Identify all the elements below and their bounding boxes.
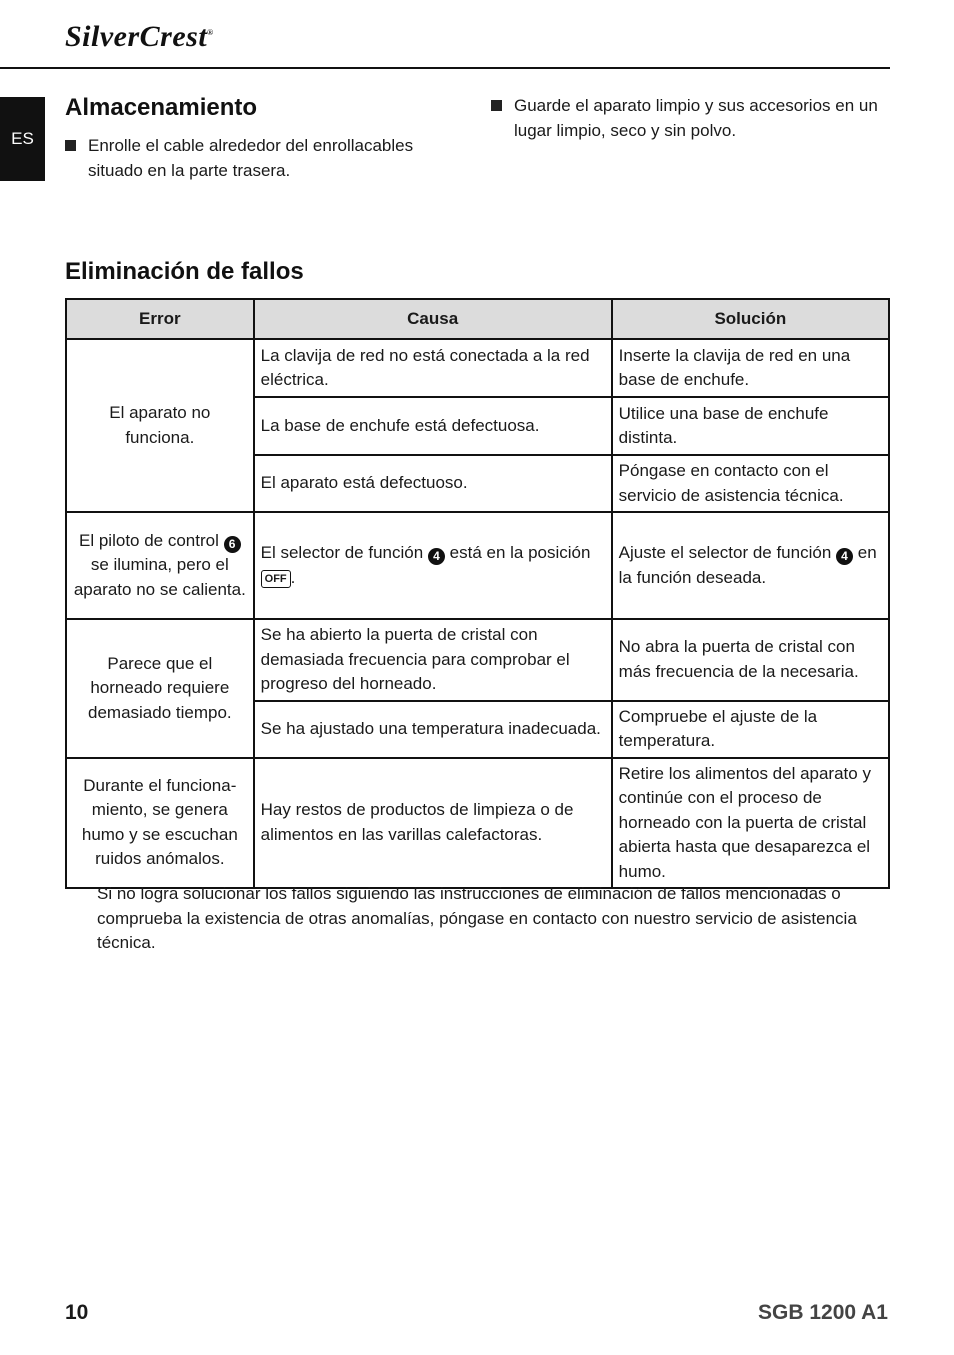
solution-cell: Inserte la clavija de red en una base de enchufe. <box>612 339 889 397</box>
ref-number-4-icon: 4 <box>836 548 853 565</box>
solution-text: en la función deseada. <box>618 543 877 587</box>
section-title-troubleshooting: Eliminación de fallos <box>65 258 304 285</box>
cause-cell: Se ha ajustado una temperatura inadecuada. <box>254 701 612 758</box>
ref-number-4-icon: 4 <box>428 548 445 565</box>
table-row <box>66 512 889 619</box>
error-cell: Durante el funciona-miento, se genera humo y se escuchan ruidos anómalos. <box>66 758 254 889</box>
ref-number-6-icon: 6 <box>224 536 241 553</box>
column-header-solution: Solución <box>612 299 889 339</box>
model-number: SGB 1200 A1 <box>758 1301 888 1324</box>
bullet-square-icon <box>491 100 502 111</box>
registered-mark: ® <box>207 28 214 37</box>
language-tab: ES <box>0 97 45 181</box>
cause-cell: Se ha abierto la puerta de cristal con demasiada frecuencia para comprobar el progreso del horneado. <box>254 619 612 701</box>
solution-cell <box>612 512 889 619</box>
solution-cell: Utilice una base de enchufe distinta. <box>612 397 889 455</box>
storage-bullet <box>65 133 445 183</box>
cause-cell: El aparato está defectuoso. <box>254 455 612 512</box>
bullet-text: Enrolle el cable alrededor del enrollacables situado en la parte trasera. <box>88 136 414 180</box>
solution-cell: Retire los alimentos del aparato y continúe con el proceso de horneado con la puerta de cristal abierta hasta que desaparezca el humo. <box>612 758 889 889</box>
cause-text: El selector de función <box>260 543 424 562</box>
cause-cell: Hay restos de productos de limpieza o de alimentos en las varillas calefactoras. <box>254 758 612 889</box>
cause-cell: La clavija de red no está conectada a la red eléctrica. <box>254 339 612 397</box>
troubleshooting-table <box>65 298 890 889</box>
column-header-error: Error <box>66 299 254 339</box>
solution-cell: Compruebe el ajuste de la temperatura. <box>612 701 889 758</box>
bullet-square-icon <box>65 140 76 151</box>
cause-text: . <box>290 567 296 587</box>
error-cell: Parece que el horneado requiere demasiado tiempo. <box>66 619 254 758</box>
page-number: 10 <box>65 1301 89 1324</box>
section-title-storage: Almacenamiento <box>65 94 258 121</box>
bullet-text: Guarde el aparato limpio y sus accesorios en un lugar limpio, seco y sin polvo. <box>514 96 878 140</box>
troubleshooting-footnote: Si no logra solucionar los fallos siguiendo las instrucciones de eliminación de fallos mencionadas o comprueba la existencia de otras anomalías, póngase en contacto con nuestro servicio de asistencia técnica. <box>97 884 857 952</box>
storage-bullet <box>491 93 891 143</box>
solution-cell: Póngase en contacto con el servicio de asistencia técnica. <box>612 455 889 512</box>
header-rule <box>0 67 890 69</box>
solution-text: Ajuste el selector de función <box>618 543 832 562</box>
error-text: se ilumina, pero el aparato no se calienta. <box>73 555 246 599</box>
cause-cell: La base de enchufe está defectuosa. <box>254 397 612 455</box>
table-row <box>66 339 889 397</box>
error-cell: El aparato no funciona. <box>66 339 254 512</box>
brand-name: SilverCrest <box>65 20 208 53</box>
cause-cell <box>254 512 612 619</box>
cause-text: está en la posición <box>449 543 591 562</box>
error-text: El piloto de control <box>79 530 219 550</box>
table-row <box>66 758 889 889</box>
error-cell <box>66 512 254 619</box>
brand-logo <box>65 22 214 52</box>
column-header-cause: Causa <box>254 299 612 339</box>
table-row <box>66 619 889 701</box>
table-header-row <box>66 299 889 339</box>
solution-cell: No abra la puerta de cristal con más frecuencia de la necesaria. <box>612 619 889 701</box>
off-position-icon: OFF <box>261 570 291 588</box>
